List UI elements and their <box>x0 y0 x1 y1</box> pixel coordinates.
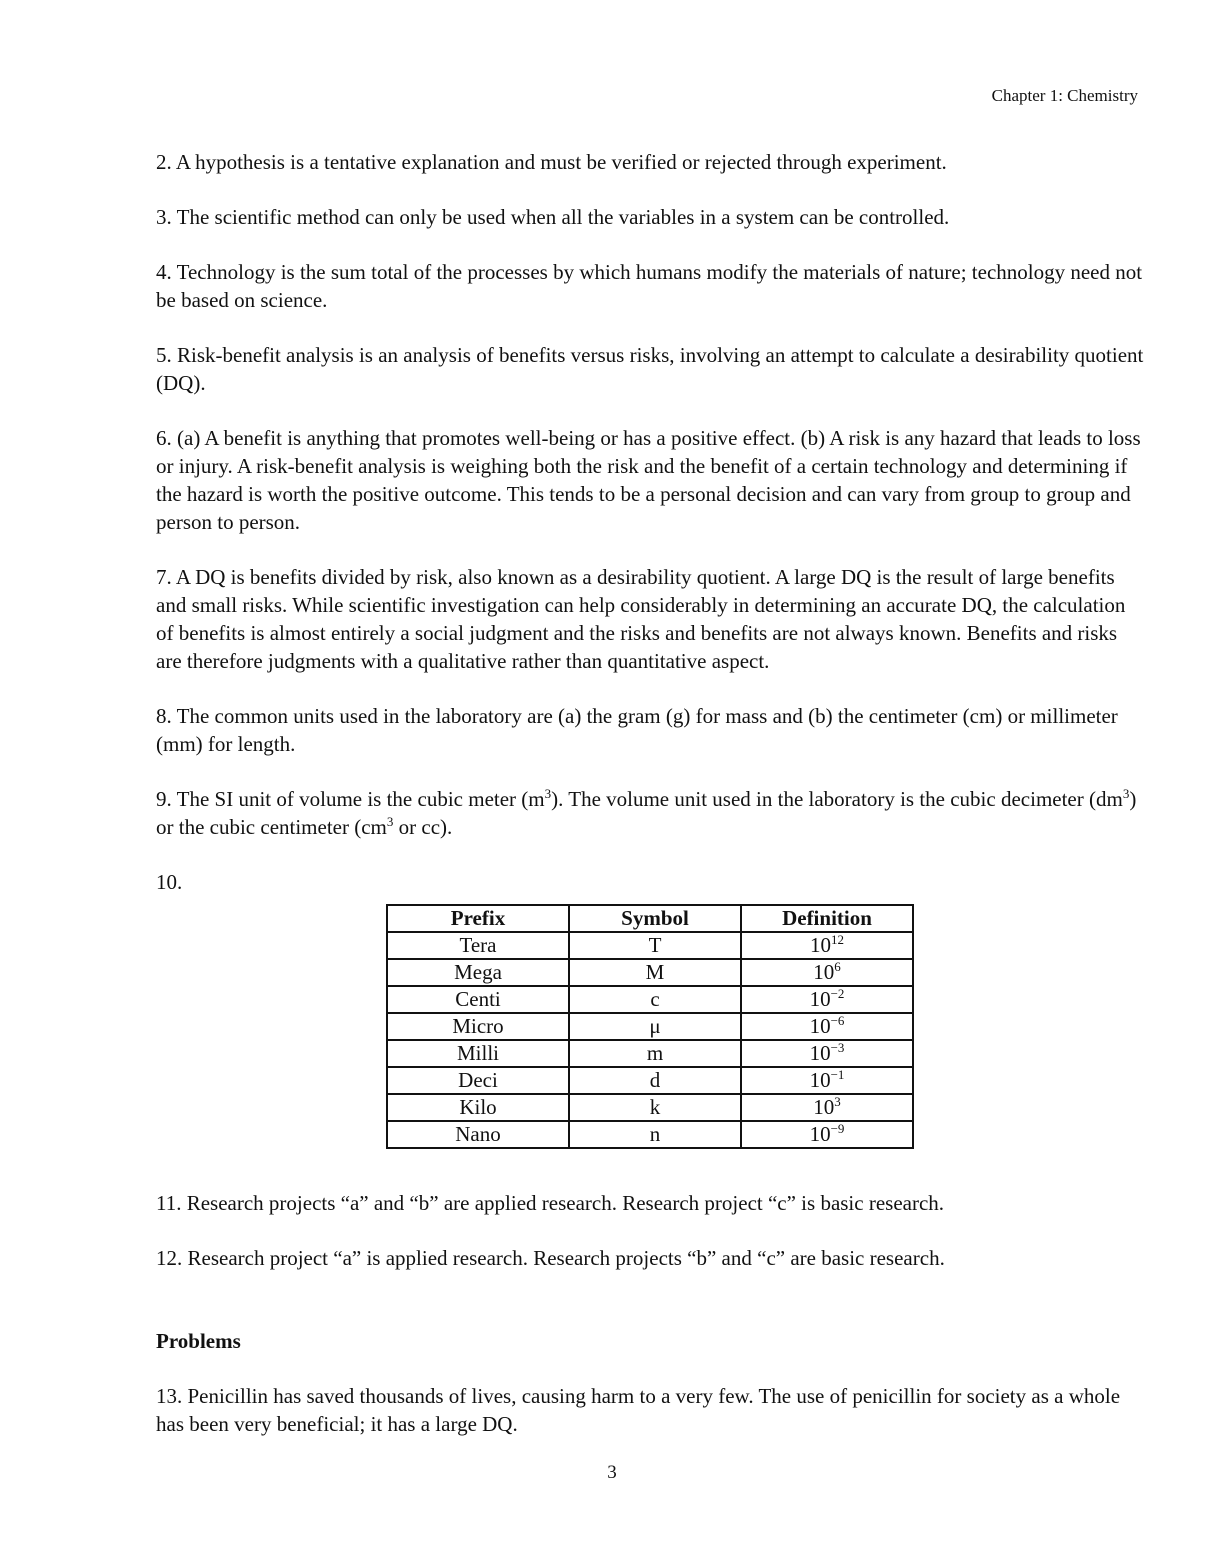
table-row <box>387 1094 913 1121</box>
paragraph-11: 11. Research projects “a” and “b” are applied research. Research project “c” is basic research. <box>156 1191 945 1215</box>
p9-text-4: or cc). <box>393 815 453 839</box>
paragraph-13: 13. Penicillin has saved thousands of lives, causing harm to a very few. The use of penicillin for society as a whole has been very beneficial; it has a large DQ. <box>156 1384 1121 1436</box>
cell-symbol: μ <box>569 1013 741 1040</box>
definition-base: 10 <box>809 1014 831 1038</box>
definition-base: 10 <box>809 1068 831 1092</box>
cell-prefix: Deci <box>387 1067 569 1094</box>
chapter-header: Chapter 1: Chemistry <box>991 86 1138 105</box>
cell-prefix: Mega <box>387 959 569 986</box>
p9-text-3: ) or the cubic centimeter (cm <box>156 787 1137 839</box>
table-row <box>387 986 913 1013</box>
cell-prefix: Tera <box>387 932 569 959</box>
cell-prefix: Micro <box>387 1013 569 1040</box>
definition-exponent: −6 <box>830 1013 845 1028</box>
page-number: 3 <box>607 1462 617 1483</box>
paragraph-5: 5. Risk-benefit analysis is an analysis of benefits versus risks, involving an attempt to calculate a desirability quotient (DQ). <box>156 343 1144 395</box>
paragraph-9 <box>156 785 1146 841</box>
page-content <box>156 148 1146 1465</box>
paragraph-3: 3. The scientific method can only be used when all the variables in a system can be controlled. <box>156 205 950 229</box>
cell-definition <box>741 1040 913 1067</box>
cell-symbol: T <box>569 932 741 959</box>
cell-symbol: k <box>569 1094 741 1121</box>
p9-text-1: 9. The SI unit of volume is the cubic meter (m <box>156 787 545 811</box>
p9-superscript-1: 3 <box>544 786 552 801</box>
header-definition: Definition <box>741 905 913 932</box>
paragraph-12: 12. Research project “a” is applied research. Research projects “b” and “c” are basic research. <box>156 1246 945 1270</box>
cell-prefix: Kilo <box>387 1094 569 1121</box>
paragraph-7: 7. A DQ is benefits divided by risk, also known as a desirability quotient. A large DQ is the result of large benefits and small risks. While scientific investigation can help considerably in determining an accurate DQ, the calculation of benefits is almost entirely a social judgment and the risks and benefits are not always known. Benefits and risks are therefore judgments with a qualitative rather than quantitative aspect. <box>156 565 1126 673</box>
definition-base: 10 <box>809 1122 831 1146</box>
paragraph-4: 4. Technology is the sum total of the processes by which humans modify the materials of nature; technology need not be based on science. <box>156 260 1143 312</box>
table-row <box>387 932 913 959</box>
p9-superscript-2: 3 <box>1122 786 1130 801</box>
definition-base: 10 <box>813 960 835 984</box>
cell-prefix: Milli <box>387 1040 569 1067</box>
prefix-table-header-row <box>387 905 913 932</box>
header-symbol: Symbol <box>569 905 741 932</box>
paragraph-6: 6. (a) A benefit is anything that promotes well-being or has a positive effect. (b) A risk is any hazard that leads to loss or injury. A risk-benefit analysis is weighing both the risk and the benefit of a certain technology and determining if the hazard is worth the positive outcome. This tends to be a personal decision and can vary from group to group and person to person. <box>156 426 1141 534</box>
cell-symbol: c <box>569 986 741 1013</box>
problems-heading: Problems <box>156 1329 241 1353</box>
cell-definition <box>741 932 913 959</box>
definition-exponent: 12 <box>831 932 844 947</box>
cell-symbol: d <box>569 1067 741 1094</box>
cell-definition <box>741 1013 913 1040</box>
table-row <box>387 1121 913 1148</box>
paragraph-2: 2. A hypothesis is a tentative explanation and must be verified or rejected through experiment. <box>156 150 947 174</box>
table-row <box>387 1040 913 1067</box>
definition-exponent: 6 <box>834 959 841 974</box>
prefix-table <box>386 904 914 1149</box>
paragraph-8: 8. The common units used in the laboratory are (a) the gram (g) for mass and (b) the centimeter (cm) or millimeter (mm) for length. <box>156 704 1118 756</box>
definition-exponent: −3 <box>830 1040 845 1055</box>
p9-superscript-3: 3 <box>386 814 394 829</box>
table-row <box>387 1013 913 1040</box>
table-row <box>387 959 913 986</box>
cell-definition <box>741 986 913 1013</box>
definition-base: 10 <box>813 1095 835 1119</box>
definition-exponent: −9 <box>830 1121 845 1136</box>
definition-exponent: 3 <box>834 1094 841 1109</box>
definition-exponent: −2 <box>830 986 845 1001</box>
cell-symbol: n <box>569 1121 741 1148</box>
cell-definition <box>741 1121 913 1148</box>
cell-definition <box>741 1067 913 1094</box>
paragraph-10: 10. <box>156 870 183 894</box>
header-prefix: Prefix <box>387 905 569 932</box>
cell-prefix: Nano <box>387 1121 569 1148</box>
prefix-table-body <box>387 932 913 1148</box>
definition-exponent: −1 <box>830 1067 845 1082</box>
cell-definition <box>741 1094 913 1121</box>
cell-symbol: M <box>569 959 741 986</box>
cell-definition <box>741 959 913 986</box>
cell-symbol: m <box>569 1040 741 1067</box>
cell-prefix: Centi <box>387 986 569 1013</box>
table-row <box>387 1067 913 1094</box>
p9-text-2: ). The volume unit used in the laboratory is the cubic decimeter (dm <box>551 787 1123 811</box>
definition-base: 10 <box>809 1041 831 1065</box>
definition-base: 10 <box>810 933 831 957</box>
definition-base: 10 <box>809 987 831 1011</box>
